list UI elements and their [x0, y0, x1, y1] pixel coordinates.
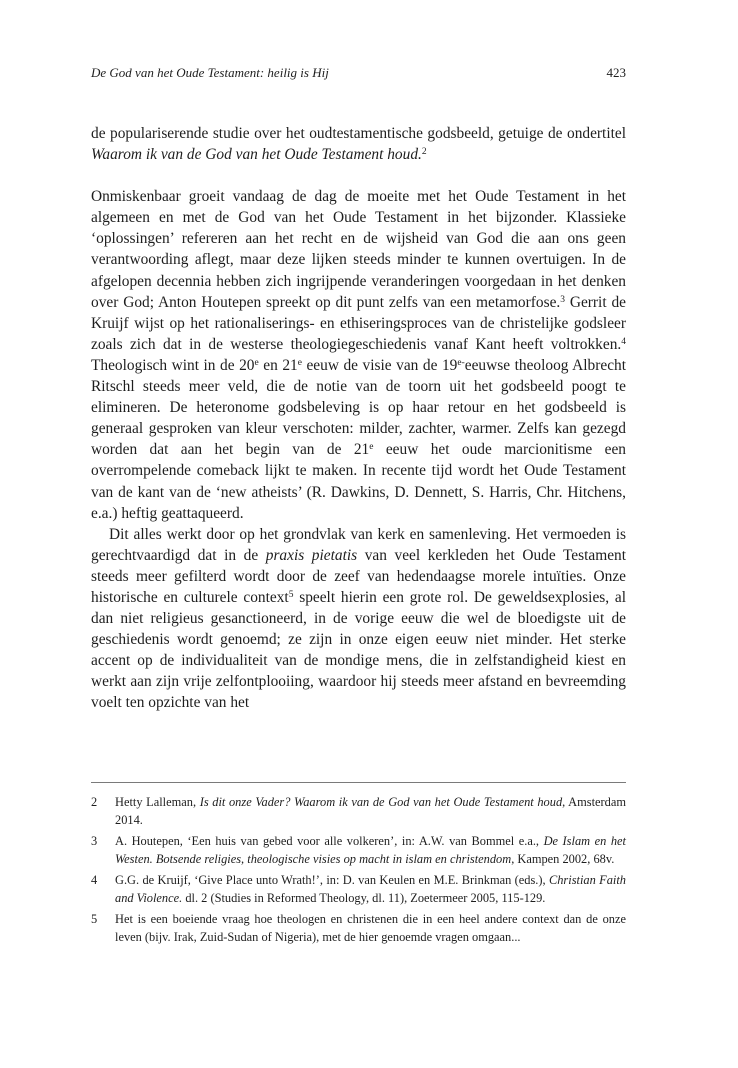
text-run: speelt hierin een grote rol. De geweldsexplosies, al dan niet religieus gesanctioneerd, in de vorige eeuw die wel de bloedigste uit de geschiedenis wordt genoemd; ze zijn in onze eigen eeuw niet minder. Het sterke accent op de individualiteit van de mondige mens, die in zelfstandigheid kiest en werkt aan zijn vrije zelfontplooiing, waardoor hij steeds meer afstand en bevreemding voelt ten opzichte van het: [91, 588, 626, 712]
text-run: Theologisch wint in de 20: [91, 356, 255, 374]
footnote-2: [91, 794, 626, 829]
footnote-ref-3: 3: [560, 294, 565, 305]
footnote-number: 5: [91, 912, 98, 926]
running-title: De God van het Oude Testament: heilig is Hij: [91, 65, 329, 80]
text-run: eeuw het oude marcionitisme een overrompelende comeback lijkt te maken. In recente tijd wordt het Oude Testament van de kant van de ‘new atheists’ (R. Dawkins, D. Dennett, S. Harris, Chr. Hitchens, e.a.) heftig geattaqueerd.: [91, 441, 626, 522]
running-header: [91, 64, 626, 82]
ordinal-superscript: e: [254, 357, 259, 368]
footnote-text: Het is een boeiende vraag hoe theologen en christenen die in een heel andere context dan de onze leven (bijv. Irak, Zuid-Sudan of Nigeria), met de hier genoemde vragen omgaan...: [115, 912, 626, 944]
text-run: de populariserende studie over het oudtestamentische godsbeeld, getuige de ondertitel: [91, 125, 626, 142]
paragraph-1: [91, 123, 626, 165]
footnote-text: , Kampen 2002, 68v.: [511, 851, 615, 866]
footnote-number: 2: [91, 795, 98, 809]
footnote-text: G.G. de Kruijf, ‘Give Place unto Wrath!’, in: D. van Keulen en M.E. Brinkman (eds.),: [115, 873, 549, 887]
text-run: eeuwse theoloog Albrecht Ritschl steeds meer veld, die de notie van de toorn uit het godsbeeld poogt te elimineren. De heteronome godsbeleving is op haar retour en het godsbeeld is generaal gesproken van kleur verschoten: milder, zachter, warmer. Zelfs kan gezegd worden dat aan het begin van de 21: [91, 356, 626, 459]
paragraph-3: [91, 524, 626, 714]
footnote-text: , Amsterdam 2014.: [115, 795, 626, 827]
footnote-3: [91, 833, 626, 868]
footnote-italic: Is dit onze Vader? Waarom ik van de God van het Oude Testament houd: [199, 795, 563, 809]
paragraph-2: [91, 186, 626, 524]
footnote-italic: Christian Faith and Violence.: [115, 873, 626, 905]
footnote-italic: De Islam en het Westen. Botsende religies, theologische visies op macht in islam en christendom: [115, 834, 627, 866]
footnote-ref-5: 5: [288, 589, 294, 600]
footnotes: [91, 794, 626, 950]
text-run: Onmiskenbaar groeit vandaag de dag de moeite met het Oude Testament in het algemeen en met de God van het Oude Testament in het bijzonder. Klassieke ‘oplossingen’ refereren aan het recht en de wijsheid van God die aan ons geen verantwoording aflegt, maar deze lijken steeds minder te kunnen overtuigen. In de afgelopen decennia hebben zich ingrijpende veranderingen voorgedaan in het denken over God; Anton Houtepen spreekt op dit punt zelfs van een metamorfose.: [91, 188, 626, 311]
text-run: van veel kerkleden het Oude Testament steeds meer gefilterd wordt door de zeef van hedendaagse morele intuïties. Onze historische en culturele context: [91, 546, 627, 606]
main-text: [91, 123, 626, 714]
text-run: Gerrit de Kruijf wijst op het rationaliserings- en ethiseringsproces van de christelijke godsleer zoals zich dat in de westerse theologiegeschiedenis vanaf Kant heeft voltrokken.: [91, 293, 626, 353]
footnote-ref-2: 2: [421, 147, 427, 158]
footnote-text: Hetty Lalleman,: [115, 795, 200, 809]
footnote-number: 4: [91, 873, 98, 887]
ordinal-superscript: e-: [457, 357, 465, 368]
footnote-divider: [91, 782, 626, 783]
ordinal-superscript: e: [297, 357, 302, 368]
page-number: 423: [606, 65, 626, 80]
text-run: en 21: [258, 356, 298, 374]
italic-subtitle: Waarom ik van de God van het Oude Testament houd.: [91, 146, 422, 164]
italic-term: praxis pietatis: [265, 546, 358, 564]
footnote-text: A. Houtepen, ‘Een huis van gebed voor alle volkeren’, in: A.W. van Bommel e.a.,: [115, 834, 544, 848]
footnote-4: [91, 872, 626, 907]
footnote-5: [91, 911, 626, 946]
text-run: Dit alles werkt door op het grondvlak van kerk en samenleving. Het vermoeden is gerechtvaardigd dat in de: [91, 525, 626, 564]
text-run: eeuw de visie van de 19: [301, 356, 458, 374]
footnote-text: dl. 2 (Studies in Reformed Theology, dl. 11), Zoetermeer 2005, 115-129.: [182, 890, 546, 905]
footnote-number: 3: [91, 834, 98, 848]
footnote-ref-4: 4: [621, 336, 626, 347]
ordinal-superscript: e: [369, 442, 374, 453]
